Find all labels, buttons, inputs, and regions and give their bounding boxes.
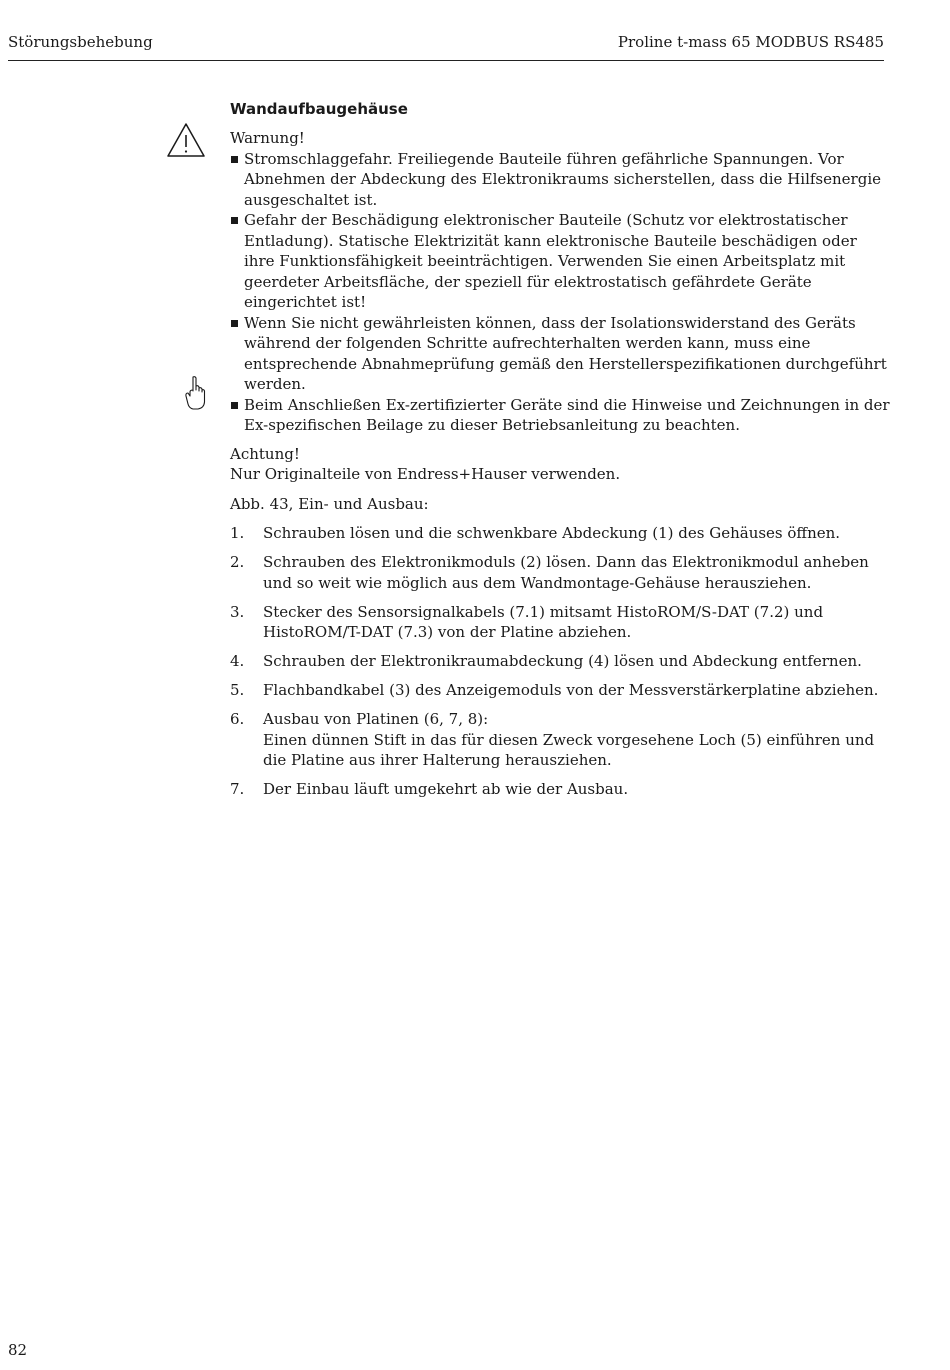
header-section-title: Störungsbehebung (8, 33, 153, 51)
step-subtext: Einen dünnen Stift in das für diesen Zweck vorgesehene Loch (5) einführen und die Platine aus ihrer Halterung herausziehen. (263, 730, 875, 769)
warning-block (230, 128, 890, 436)
step-text: Stecker des Sensorsignalkabels (7.1) mitsamt HistoROM/S-DAT (7.2) und HistoROM/T-DAT (7.3) von der Platine abziehen. (263, 602, 824, 641)
step-number: 7. (230, 780, 245, 798)
step-text: Flachbandkabel (3) des Anzeigemoduls von der Messverstärkerplatine abziehen. (263, 681, 879, 699)
figure-caption: Abb. 43, Ein- und Ausbau: (230, 494, 429, 513)
step-item (230, 523, 890, 544)
step-number: 6. (230, 710, 245, 728)
step-item (230, 602, 890, 643)
step-number: 3. (230, 602, 245, 621)
step-item (230, 709, 890, 771)
step-number: 4. (230, 652, 245, 670)
caution-block (230, 444, 890, 485)
steps-list (230, 523, 890, 800)
section-title: Wandaufbaugehäuse (230, 100, 408, 118)
caution-text: Nur Originalteile von Endress+Hauser verwenden. (230, 465, 621, 483)
bullet-square-icon (231, 156, 238, 163)
step-text: Schrauben der Elektronikraumabdeckung (4) lösen und Abdeckung entfernen. (263, 652, 862, 670)
step-number: 5. (230, 681, 245, 699)
header-divider (8, 60, 884, 61)
step-item (230, 779, 890, 800)
step-text: Schrauben lösen und die schwenkbare Abdeckung (1) des Gehäuses öffnen. (263, 524, 841, 542)
step-text: Ausbau von Platinen (6, 7, 8): (263, 710, 489, 728)
warning-item: Beim Anschließen Ex-zertifizierter Geräte sind die Hinweise und Zeichnungen in der Ex-spezifischen Beilage zu dieser Betriebsanleitung zu beachten. (230, 395, 890, 436)
page-number: 82 (8, 1341, 28, 1359)
warning-triangle-icon (166, 122, 206, 158)
pointing-hand-icon (184, 375, 206, 411)
warning-label: Warnung! (230, 129, 305, 147)
warning-item: Wenn Sie nicht gewährleisten können, dass der Isolationswiderstand des Geräts während der folgenden Schritte aufrechterhalten werden kann, muss eine entsprechende Abnahmeprüfung gemäß den Herstellerspezifikationen durchgeführt werden. (230, 313, 890, 395)
step-number: 1. (230, 524, 245, 542)
step-number: 2. (230, 553, 245, 571)
bullet-square-icon (231, 320, 238, 327)
caution-label: Achtung! (230, 444, 300, 463)
warning-item: Gefahr der Beschädigung elektronischer Bauteile (Schutz vor elektrostatischer Entladung). Statische Elektrizität kann elektronische Bauteile beschädigen oder ihre Funktionsfähigkeit beeinträchtigen. Verwenden Sie einen Arbeitsplatz mit geerdeter Arbeitsfläche, der speziell für elektrostatisch gefährdete Geräte eingerichtet ist! (230, 210, 890, 313)
warning-list (230, 149, 890, 436)
main-content (230, 99, 890, 808)
bullet-square-icon (231, 402, 238, 409)
step-item (230, 680, 890, 701)
step-item (230, 552, 890, 593)
header-product-title: Proline t-mass 65 MODBUS RS485 (617, 33, 884, 51)
step-text: Der Einbau läuft umgekehrt ab wie der Ausbau. (263, 780, 629, 798)
step-item (230, 651, 890, 672)
warning-item: Stromschlaggefahr. Freiliegende Bauteile führen gefährliche Spannungen. Vor Abnehmen der Abdeckung des Elektronikraums sicherstellen, dass die Hilfsenergie ausgeschaltet ist. (230, 149, 890, 211)
bullet-square-icon (231, 217, 238, 224)
step-text: Schrauben des Elektronikmoduls (2) lösen. Dann das Elektronikmodul anheben und so weit wie möglich aus dem Wandmontage-Gehäuse herausziehen. (263, 553, 869, 592)
